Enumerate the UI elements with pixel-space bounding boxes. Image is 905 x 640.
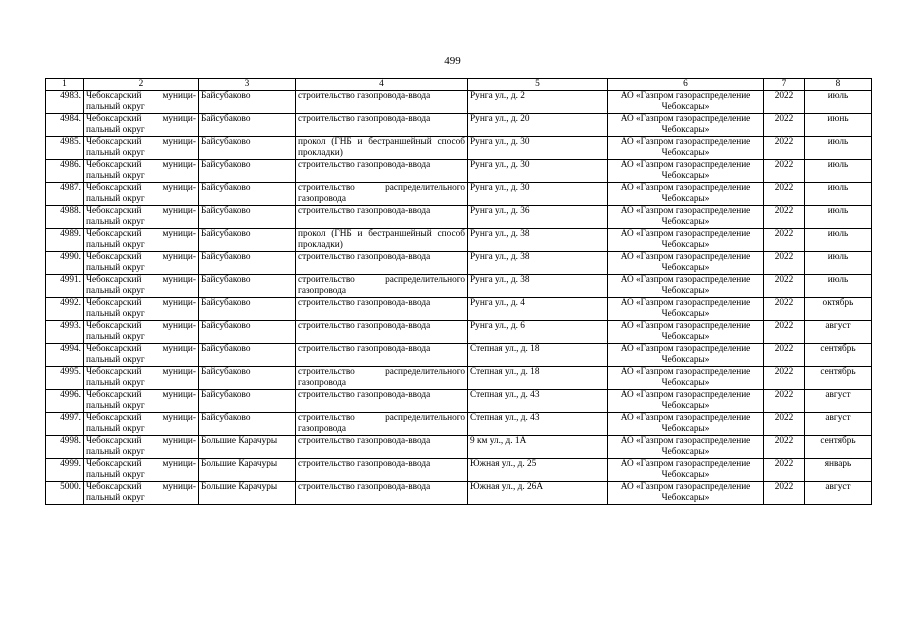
- year-cell: 2022: [764, 252, 805, 275]
- district-cell: Чебоксарский муници-пальный округ: [84, 137, 199, 160]
- work-type-cell: строительство газопровода-ввода: [296, 160, 468, 183]
- address-cell: Рунга ул., д. 20: [468, 114, 608, 137]
- organization-cell: АО «Газпром газораспределение Чебоксары»: [608, 206, 764, 229]
- settlement-cell: Байсубаково: [199, 298, 296, 321]
- organization-cell: АО «Газпром газораспределение Чебоксары»: [608, 275, 764, 298]
- district-cell: Чебоксарский муници-пальный округ: [84, 252, 199, 275]
- settlement-cell: Байсубаково: [199, 275, 296, 298]
- work-type-cell: строительство газопровода-ввода: [296, 114, 468, 137]
- address-cell: Рунга ул., д. 2: [468, 91, 608, 114]
- year-cell: 2022: [764, 160, 805, 183]
- table-row: [46, 91, 872, 114]
- month-cell: август: [805, 321, 872, 344]
- year-cell: 2022: [764, 367, 805, 390]
- table-row: [46, 344, 872, 367]
- year-cell: 2022: [764, 436, 805, 459]
- row-number-cell: 4991.: [46, 275, 84, 298]
- settlement-cell: Байсубаково: [199, 229, 296, 252]
- month-cell: июль: [805, 275, 872, 298]
- work-type-cell: строительство газопровода-ввода: [296, 482, 468, 505]
- table-row: [46, 229, 872, 252]
- row-number-cell: 4990.: [46, 252, 84, 275]
- settlement-cell: Байсубаково: [199, 206, 296, 229]
- year-cell: 2022: [764, 459, 805, 482]
- month-cell: август: [805, 482, 872, 505]
- month-cell: июнь: [805, 114, 872, 137]
- work-type-cell: строительство газопровода-ввода: [296, 321, 468, 344]
- district-cell: Чебоксарский муници-пальный округ: [84, 183, 199, 206]
- table-row: [46, 252, 872, 275]
- work-type-cell: прокол (ГНБ и бестраншейный способ прокладки): [296, 229, 468, 252]
- work-type-cell: строительство распределительного газопровода: [296, 367, 468, 390]
- column-header: 7: [764, 79, 805, 91]
- address-cell: 9 км ул., д. 1А: [468, 436, 608, 459]
- table-row: [46, 390, 872, 413]
- work-type-cell: строительство распределительного газопровода: [296, 413, 468, 436]
- settlement-cell: Байсубаково: [199, 413, 296, 436]
- address-cell: Степная ул., д. 18: [468, 344, 608, 367]
- column-header: 8: [805, 79, 872, 91]
- year-cell: 2022: [764, 298, 805, 321]
- work-type-cell: строительство газопровода-ввода: [296, 459, 468, 482]
- district-cell: Чебоксарский муници-пальный округ: [84, 459, 199, 482]
- table-row: [46, 459, 872, 482]
- month-cell: июль: [805, 137, 872, 160]
- row-number-cell: 4986.: [46, 160, 84, 183]
- district-cell: Чебоксарский муници-пальный округ: [84, 114, 199, 137]
- row-number-cell: 4987.: [46, 183, 84, 206]
- table-row: [46, 298, 872, 321]
- organization-cell: АО «Газпром газораспределение Чебоксары»: [608, 114, 764, 137]
- year-cell: 2022: [764, 137, 805, 160]
- address-cell: Рунга ул., д. 36: [468, 206, 608, 229]
- work-type-cell: строительство распределительного газопровода: [296, 183, 468, 206]
- organization-cell: АО «Газпром газораспределение Чебоксары»: [608, 390, 764, 413]
- year-cell: 2022: [764, 321, 805, 344]
- organization-cell: АО «Газпром газораспределение Чебоксары»: [608, 160, 764, 183]
- month-cell: август: [805, 390, 872, 413]
- district-cell: Чебоксарский муници-пальный округ: [84, 367, 199, 390]
- settlement-cell: Байсубаково: [199, 344, 296, 367]
- settlement-cell: Байсубаково: [199, 252, 296, 275]
- settlement-cell: Байсубаково: [199, 137, 296, 160]
- organization-cell: АО «Газпром газораспределение Чебоксары»: [608, 298, 764, 321]
- work-type-cell: строительство распределительного газопровода: [296, 275, 468, 298]
- table-row: [46, 367, 872, 390]
- work-type-cell: строительство газопровода-ввода: [296, 252, 468, 275]
- row-number-cell: 4998.: [46, 436, 84, 459]
- year-cell: 2022: [764, 206, 805, 229]
- organization-cell: АО «Газпром газораспределение Чебоксары»: [608, 413, 764, 436]
- month-cell: октябрь: [805, 298, 872, 321]
- work-type-cell: строительство газопровода-ввода: [296, 344, 468, 367]
- table-body: [46, 91, 872, 505]
- district-cell: Чебоксарский муници-пальный округ: [84, 413, 199, 436]
- row-number-cell: 4983.: [46, 91, 84, 114]
- month-cell: сентябрь: [805, 367, 872, 390]
- address-cell: Рунга ул., д. 4: [468, 298, 608, 321]
- organization-cell: АО «Газпром газораспределение Чебоксары»: [608, 229, 764, 252]
- table-row: [46, 183, 872, 206]
- row-number-cell: 5000.: [46, 482, 84, 505]
- address-cell: Рунга ул., д. 6: [468, 321, 608, 344]
- settlement-cell: Байсубаково: [199, 390, 296, 413]
- table-row: [46, 114, 872, 137]
- row-number-cell: 4996.: [46, 390, 84, 413]
- row-number-cell: 4993.: [46, 321, 84, 344]
- address-cell: Рунга ул., д. 30: [468, 183, 608, 206]
- district-cell: Чебоксарский муници-пальный округ: [84, 275, 199, 298]
- district-cell: Чебоксарский муници-пальный округ: [84, 229, 199, 252]
- year-cell: 2022: [764, 413, 805, 436]
- year-cell: 2022: [764, 91, 805, 114]
- district-cell: Чебоксарский муници-пальный округ: [84, 298, 199, 321]
- year-cell: 2022: [764, 229, 805, 252]
- table-row: [46, 413, 872, 436]
- page-number: 499: [444, 55, 461, 67]
- row-number-cell: 4989.: [46, 229, 84, 252]
- month-cell: сентябрь: [805, 344, 872, 367]
- address-cell: Рунга ул., д. 38: [468, 275, 608, 298]
- address-cell: Южная ул., д. 26А: [468, 482, 608, 505]
- table-row: [46, 206, 872, 229]
- row-number-cell: 4988.: [46, 206, 84, 229]
- column-header: 3: [199, 79, 296, 91]
- year-cell: 2022: [764, 183, 805, 206]
- table-row: [46, 321, 872, 344]
- settlement-cell: Байсубаково: [199, 114, 296, 137]
- organization-cell: АО «Газпром газораспределение Чебоксары»: [608, 91, 764, 114]
- table-row: [46, 436, 872, 459]
- settlement-cell: Большие Карачуры: [199, 459, 296, 482]
- row-number-cell: 4994.: [46, 344, 84, 367]
- month-cell: июль: [805, 206, 872, 229]
- district-cell: Чебоксарский муници-пальный округ: [84, 390, 199, 413]
- column-header: 2: [84, 79, 199, 91]
- organization-cell: АО «Газпром газораспределение Чебоксары»: [608, 436, 764, 459]
- row-number-cell: 4984.: [46, 114, 84, 137]
- settlement-cell: Большие Карачуры: [199, 482, 296, 505]
- settlement-cell: Большие Карачуры: [199, 436, 296, 459]
- address-cell: Рунга ул., д. 30: [468, 160, 608, 183]
- table-row: [46, 160, 872, 183]
- year-cell: 2022: [764, 114, 805, 137]
- year-cell: 2022: [764, 275, 805, 298]
- work-type-cell: прокол (ГНБ и бестраншейный способ прокладки): [296, 137, 468, 160]
- row-number-cell: 4992.: [46, 298, 84, 321]
- address-cell: Степная ул., д. 43: [468, 390, 608, 413]
- organization-cell: АО «Газпром газораспределение Чебоксары»: [608, 459, 764, 482]
- organization-cell: АО «Газпром газораспределение Чебоксары»: [608, 137, 764, 160]
- month-cell: июль: [805, 183, 872, 206]
- settlement-cell: Байсубаково: [199, 321, 296, 344]
- table-row: [46, 137, 872, 160]
- column-header: 5: [468, 79, 608, 91]
- organization-cell: АО «Газпром газораспределение Чебоксары»: [608, 183, 764, 206]
- work-type-cell: строительство газопровода-ввода: [296, 206, 468, 229]
- district-cell: Чебоксарский муници-пальный округ: [84, 91, 199, 114]
- settlement-cell: Байсубаково: [199, 367, 296, 390]
- settlement-cell: Байсубаково: [199, 91, 296, 114]
- month-cell: июль: [805, 252, 872, 275]
- organization-cell: АО «Газпром газораспределение Чебоксары»: [608, 482, 764, 505]
- organization-cell: АО «Газпром газораспределение Чебоксары»: [608, 344, 764, 367]
- organization-cell: АО «Газпром газораспределение Чебоксары»: [608, 367, 764, 390]
- year-cell: 2022: [764, 482, 805, 505]
- row-number-cell: 4999.: [46, 459, 84, 482]
- work-type-cell: строительство газопровода-ввода: [296, 91, 468, 114]
- month-cell: январь: [805, 459, 872, 482]
- month-cell: июль: [805, 160, 872, 183]
- district-cell: Чебоксарский муници-пальный округ: [84, 482, 199, 505]
- header-row: [46, 79, 872, 91]
- address-cell: Рунга ул., д. 30: [468, 137, 608, 160]
- district-cell: Чебоксарский муници-пальный округ: [84, 206, 199, 229]
- address-cell: Рунга ул., д. 38: [468, 252, 608, 275]
- table-row: [46, 482, 872, 505]
- row-number-cell: 4997.: [46, 413, 84, 436]
- address-cell: Степная ул., д. 18: [468, 367, 608, 390]
- month-cell: август: [805, 413, 872, 436]
- district-cell: Чебоксарский муници-пальный округ: [84, 321, 199, 344]
- address-cell: Степная ул., д. 43: [468, 413, 608, 436]
- work-type-cell: строительство газопровода-ввода: [296, 436, 468, 459]
- column-header: 4: [296, 79, 468, 91]
- table-row: [46, 275, 872, 298]
- settlement-cell: Байсубаково: [199, 160, 296, 183]
- address-cell: Южная ул., д. 25: [468, 459, 608, 482]
- gas-works-table: [45, 78, 872, 505]
- organization-cell: АО «Газпром газораспределение Чебоксары»: [608, 321, 764, 344]
- year-cell: 2022: [764, 344, 805, 367]
- year-cell: 2022: [764, 390, 805, 413]
- month-cell: июль: [805, 229, 872, 252]
- address-cell: Рунга ул., д. 38: [468, 229, 608, 252]
- organization-cell: АО «Газпром газораспределение Чебоксары»: [608, 252, 764, 275]
- column-header: 1: [46, 79, 84, 91]
- work-type-cell: строительство газопровода-ввода: [296, 298, 468, 321]
- district-cell: Чебоксарский муници-пальный округ: [84, 436, 199, 459]
- work-type-cell: строительство газопровода-ввода: [296, 390, 468, 413]
- district-cell: Чебоксарский муници-пальный округ: [84, 344, 199, 367]
- district-cell: Чебоксарский муници-пальный округ: [84, 160, 199, 183]
- month-cell: сентябрь: [805, 436, 872, 459]
- row-number-cell: 4995.: [46, 367, 84, 390]
- month-cell: июль: [805, 91, 872, 114]
- row-number-cell: 4985.: [46, 137, 84, 160]
- column-header: 6: [608, 79, 764, 91]
- settlement-cell: Байсубаково: [199, 183, 296, 206]
